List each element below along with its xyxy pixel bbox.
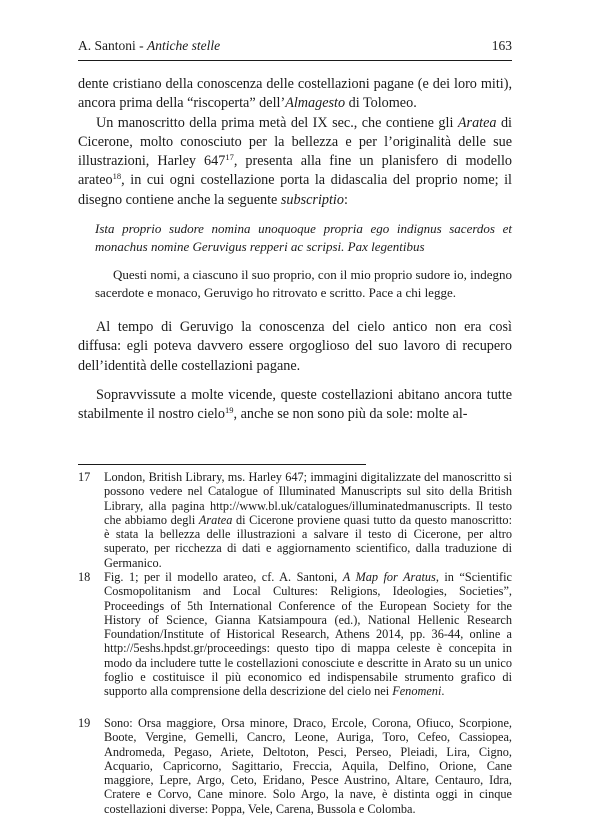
footnote-19-number: 19 — [78, 716, 91, 730]
paragraph-2-text-d: , in cui ogni costellazione porta la didascalia del proprio nome; il disegno contiene anche la seguente — [78, 172, 512, 208]
footnote-18-text-a: Fig. 1; per il modello arateo, cf. A. Santoni, — [104, 570, 343, 584]
quote-translation: Questi nomi, a ciascuno il suo proprio, con il mio proprio sudore io, indegno sacerdote e monaco, Geruvigo ho ritrovato e scritto. Pace a chi legge. — [95, 267, 512, 300]
paragraph-1 — [78, 75, 512, 114]
footnote-18-fenomeni-italic: Fenomeni — [392, 684, 442, 699]
paragraph-4 — [78, 386, 512, 425]
aratea-italic: Aratea — [457, 114, 497, 131]
header-author: A. Santoni — [78, 38, 136, 53]
paragraph-2-text-a: Un manoscritto della prima metà del IX sec., che contiene gli — [96, 114, 458, 131]
paragraph-1-text-b: di Tolomeo. — [345, 95, 417, 112]
quote-latin-text: Ista proprio sudore nomina unoquoque propria ego indignus sacerdos et monachus nomine Geruvigus repperi ac scripsi. Pax legentibus — [95, 221, 512, 254]
footnote-19-text: Sono: Orsa maggiore, Orsa minore, Draco, Ercole, Corona, Ofiuco, Scorpione, Boote, Vergine, Gemelli, Cancro, Leone, Auriga, Toro, Cefeo, Cassiopea, Andromeda, Pegaso, Ariete, Deltoton, Pesci, Perseo, Pleiadi, Lira, Cigno, Acquario, Capricorno, Sagittario, Freccia, Aquila, Delfino, Orione, Cane maggiore, Lepre, Argo, Ceto, Eridano, Pesce Austrino, Altare, Centauro, Idra, Cratere e Corvo, Cane minore. Solo Argo, la nave, è distinta oggi in cinque costellazioni diverse: Poppa, Vele, Carena, Bussola e Colomba. — [104, 716, 512, 816]
footnote-17-aratea-italic: Aratea — [198, 512, 233, 527]
paragraph-2-text-b: di Cicerone, molto conosciuto per la bellezza e per l’originalità delle sue illustrazioni, Harley 647 — [78, 114, 512, 170]
paragraph-4-block — [78, 386, 512, 425]
footnote-18-map-title-italic: A Map for Aratus — [342, 570, 436, 584]
paragraph-4-text-a: Sopravvissute a molte vicende, queste costellazioni abitano ancora tutte stabilmente il nostro cielo — [78, 387, 512, 423]
footnote-19 — [78, 716, 512, 816]
footnote-ref-17[interactable]: 17 — [225, 152, 234, 163]
footnote-17-number: 17 — [78, 470, 91, 484]
body-text-top — [78, 75, 512, 210]
subscriptio-italic: subscriptio — [280, 191, 344, 208]
footnote-18 — [78, 570, 512, 699]
footnote-ref-18[interactable]: 18 — [112, 171, 122, 182]
paragraph-1-text-a: dente cristiano della conoscenza delle costellazioni pagane (e dei loro miti), ancora prima della “riscoperta” dell’ — [78, 76, 512, 112]
header-author-title — [78, 38, 220, 54]
header-title: Antiche stelle — [147, 38, 221, 53]
footnote-17-text-b: di Cicerone proviene quasi tutto da questo manoscritto: è stata la bellezza delle illustrazioni a salvare il testo di Cicerone, per altro superato, per ricchezza di dati e aggiornamento scientifico, dalla traduzione di Germanico. — [104, 512, 512, 570]
paragraph-2-text-c: , presenta alla fine un planisfero di modello arateo — [78, 153, 512, 189]
footnote-17-text — [104, 470, 512, 570]
paragraph-2-text-e: : — [343, 191, 348, 208]
block-quote — [95, 220, 512, 301]
footnote-18-text-b: , in “Scientific Cosmopolitanism and Local Cultures: Religions, Ideologies, Societies”, Proceedings of 5th International Conference of the European Society for the History of Science, Gianna Katsiampoura (ed.), National Hellenic Research Foundation/Institute of Historical Research, Athens 2014, pp. 36-44, online a http://5eshs.hpdst.gr/proceedings: questo tipo di mappa celeste è concepita in modo da includere tutte le costellazioni conosciute e descritte in Arato su un unico foglio e costituisce il più economico ed indispensabile strumento grafico di supporto alla comprensione della descrizione del cielo nei — [104, 570, 512, 699]
quote-latin — [95, 220, 512, 255]
footnote-18-text — [104, 570, 512, 699]
footnote-rule — [78, 464, 366, 465]
paragraph-3: Al tempo di Geruvigo la conoscenza del cielo antico non era così diffusa: egli poteva davvero essere orgoglioso del suo lavoro di recupero dell’identità delle costellazioni pagane. — [78, 319, 512, 374]
paragraph-4-text-b: , anche se non sono più da sole: molte al- — [233, 406, 468, 423]
footnote-ref-19[interactable]: 19 — [224, 405, 234, 416]
almagesto-italic: Almagesto — [285, 95, 346, 112]
paragraph-3-block — [78, 318, 512, 376]
header-rule — [78, 60, 512, 61]
header-separator: - — [135, 38, 148, 53]
footnote-18-number: 18 — [78, 570, 91, 584]
footnote-17-text-a: London, British Library, ms. Harley 647; immagini digitalizzate del manoscritto si possono vedere nel Catalogue of Illuminated Manuscripts sul sito della British Library, alla pagina http://www.bl.uk/catalogues/illuminatedmanuscripts. Il testo che abbiamo degli — [104, 470, 512, 527]
page-number: 163 — [491, 38, 512, 53]
paragraph-2 — [78, 114, 512, 210]
footnote-18-text-c: . — [441, 684, 445, 699]
footnote-17 — [78, 470, 512, 570]
